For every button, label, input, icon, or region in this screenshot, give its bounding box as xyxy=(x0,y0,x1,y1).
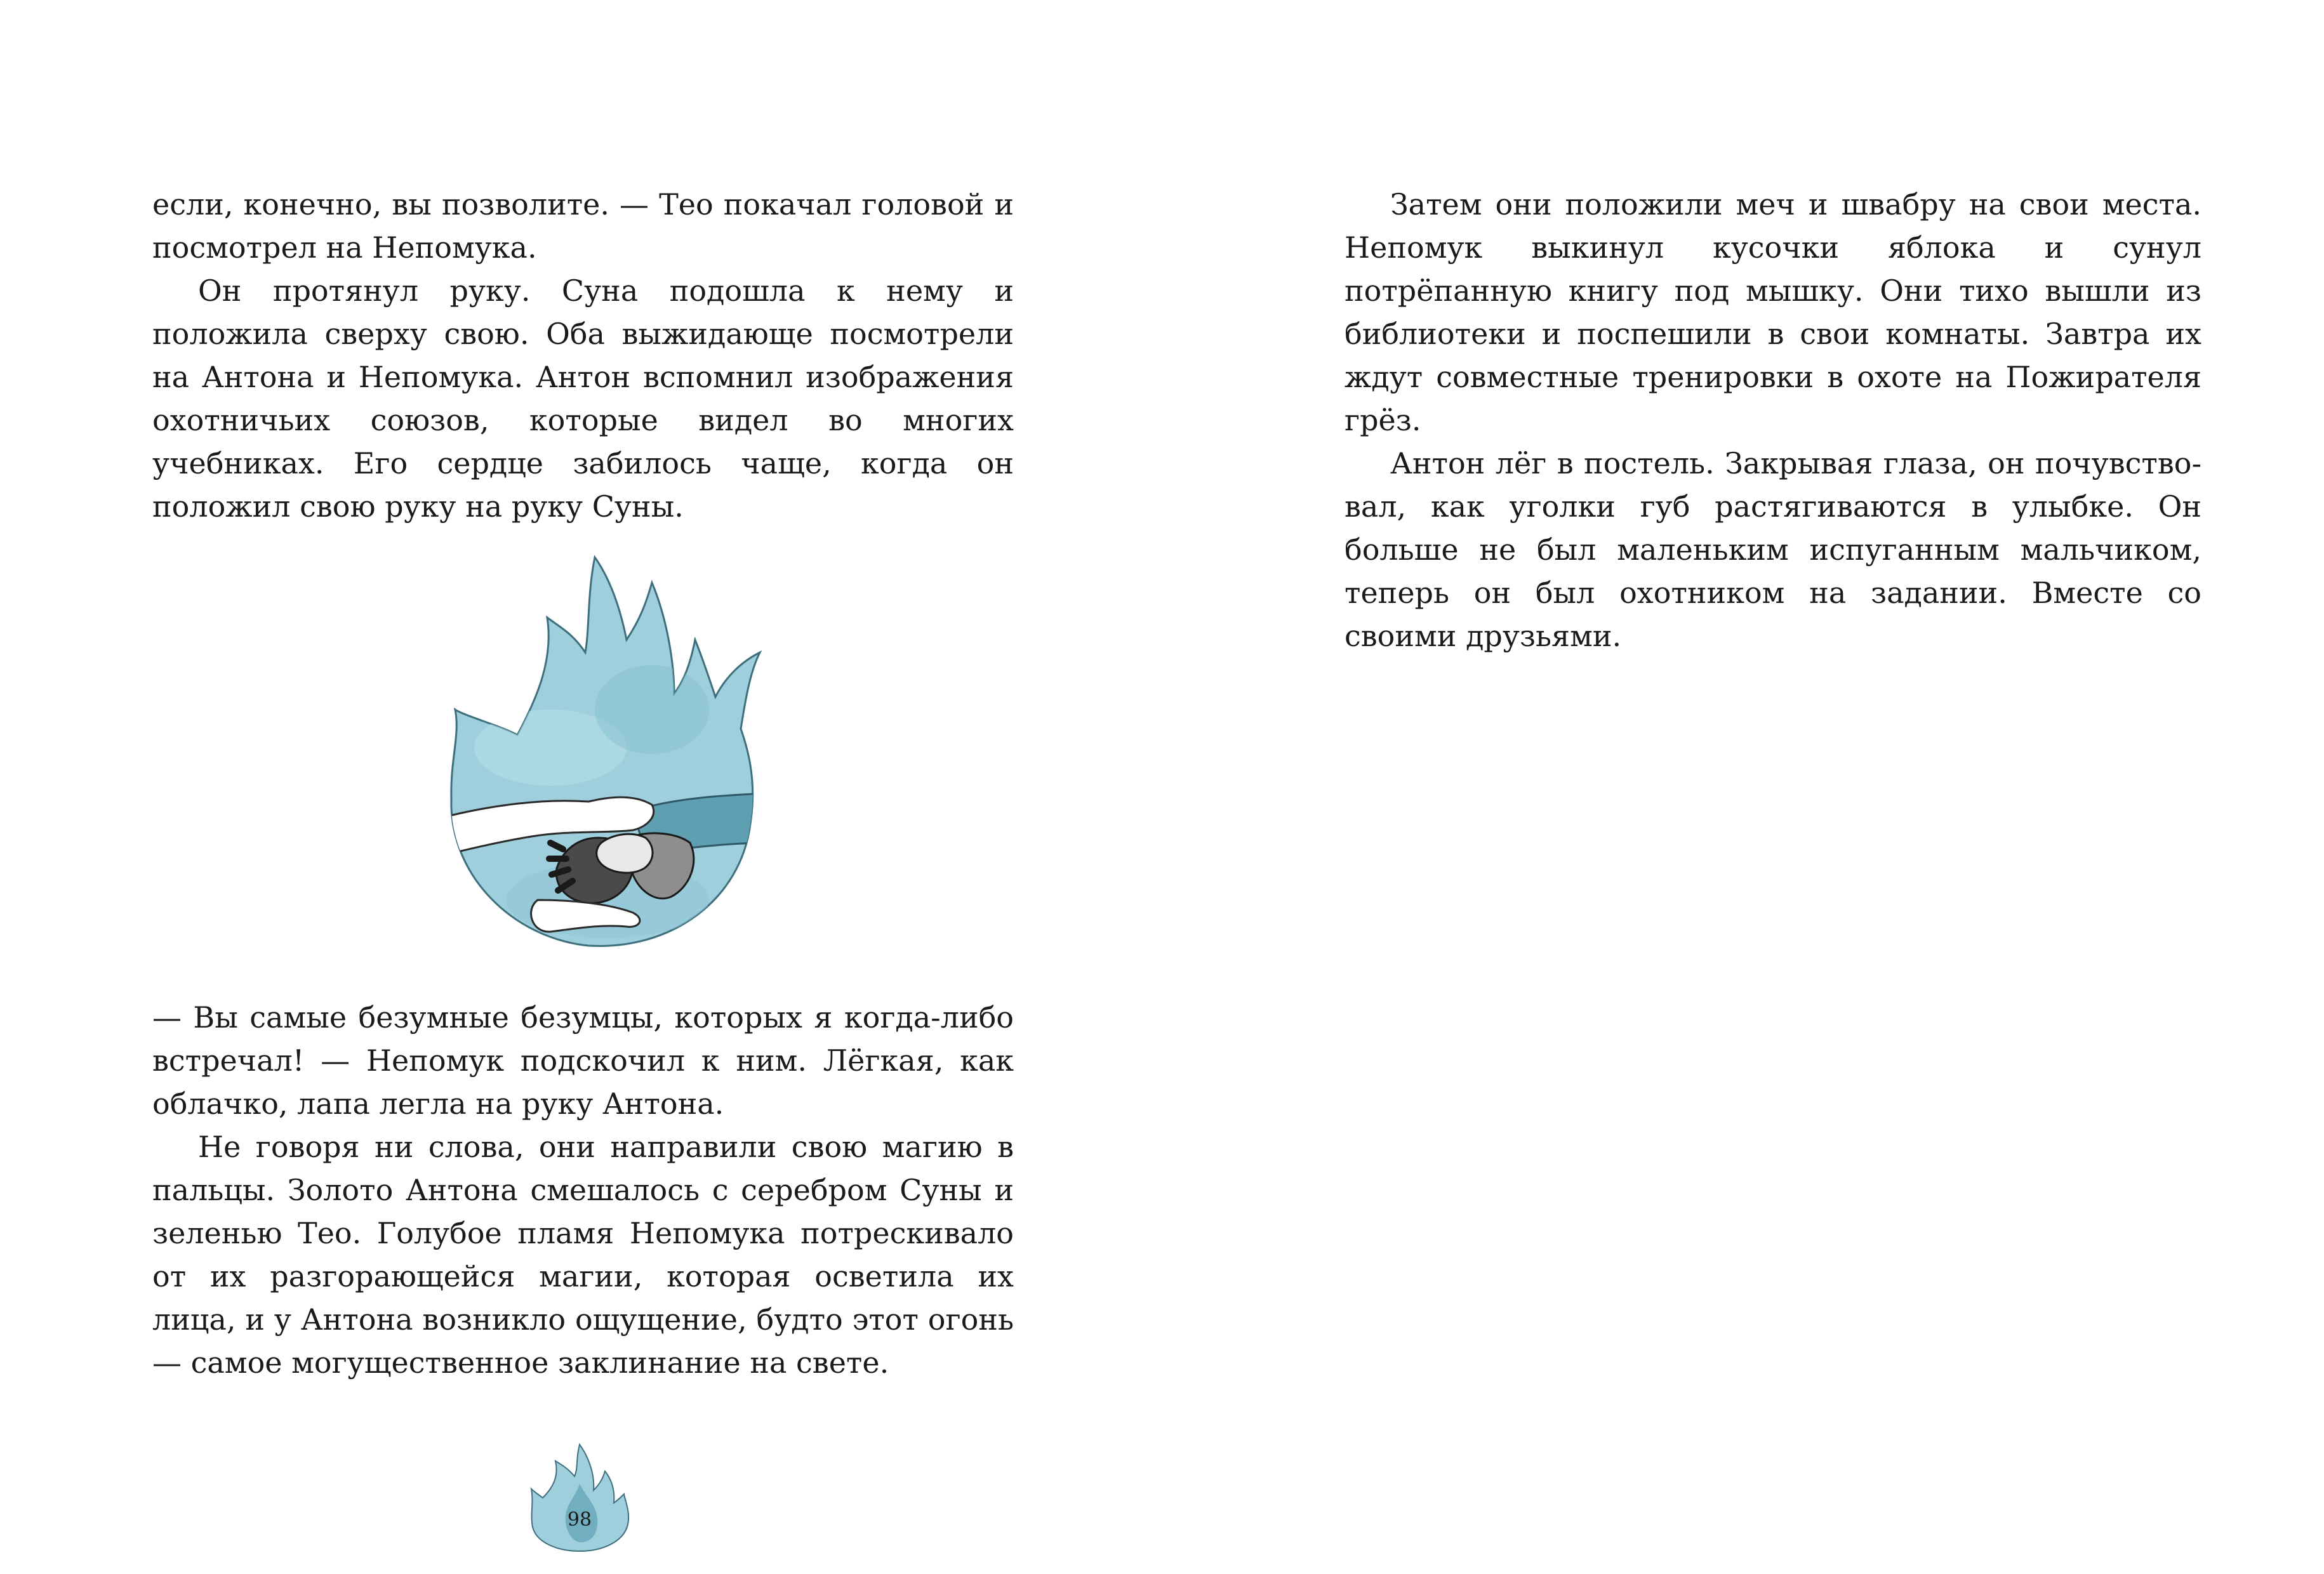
flame-hands-illustration xyxy=(442,545,767,963)
left-page-text-bottom xyxy=(152,996,1014,1384)
paragraph: Антон лёг в постель. Закрывая глаза, он почувствовал, как уголки губ растягиваются в улыбке. Он больше не был маленьким испуганным мальчиком, теперь он был охотником на задании. Вместе со своими друзьями. xyxy=(1345,446,2201,653)
paragraph: Он протянул руку. Суна подошла к нему и положила сверху свою. Оба выжидающе посмотрели на Антона и Непомука. Антон вспомнил изображения охотничьих союзов, которые видел во многих учебниках. Его сердце забилось чаще, когда он положил свою руку на руку Суны. xyxy=(152,274,1014,524)
page-number-badge xyxy=(529,1439,630,1554)
right-page-text xyxy=(1345,183,2201,658)
left-page-text-top xyxy=(152,183,1014,528)
paragraph: если, конечно, вы позволите. — Тео покачал головой и посмотрел на Непомука. xyxy=(152,187,1014,265)
paragraph: — Вы самые безумные безумцы, которых я когда-либо встречал! — Непомук подскочил к ним. Лёгкая, как облачко, лапа легла на руку Антона. xyxy=(152,1000,1014,1121)
paragraph: Затем они положили меч и швабру на свои места. Непомук выкинул кусочки яблока и сунул потрёпанную книгу под мышку. Они тихо вышли из библиотеки и поспешили в свои комнаты. Завтра их ждут совместные тренировки в охоте на Пожирателя грёз. xyxy=(1345,187,2201,437)
flame-icon xyxy=(529,1439,630,1554)
page-number: 98 xyxy=(567,1509,592,1531)
paragraph: Не говоря ни слова, они направили свою магию в пальцы. Золото Антона смешалось с серебром Суны и зеленью Тео. Голубое пламя Непомука потрескивало от их разгорающейся магии, которая осветила их лица, и у Антона возникло ощущение, будто этот огонь — самое могущественное заклинание на свете. xyxy=(152,1130,1014,1380)
